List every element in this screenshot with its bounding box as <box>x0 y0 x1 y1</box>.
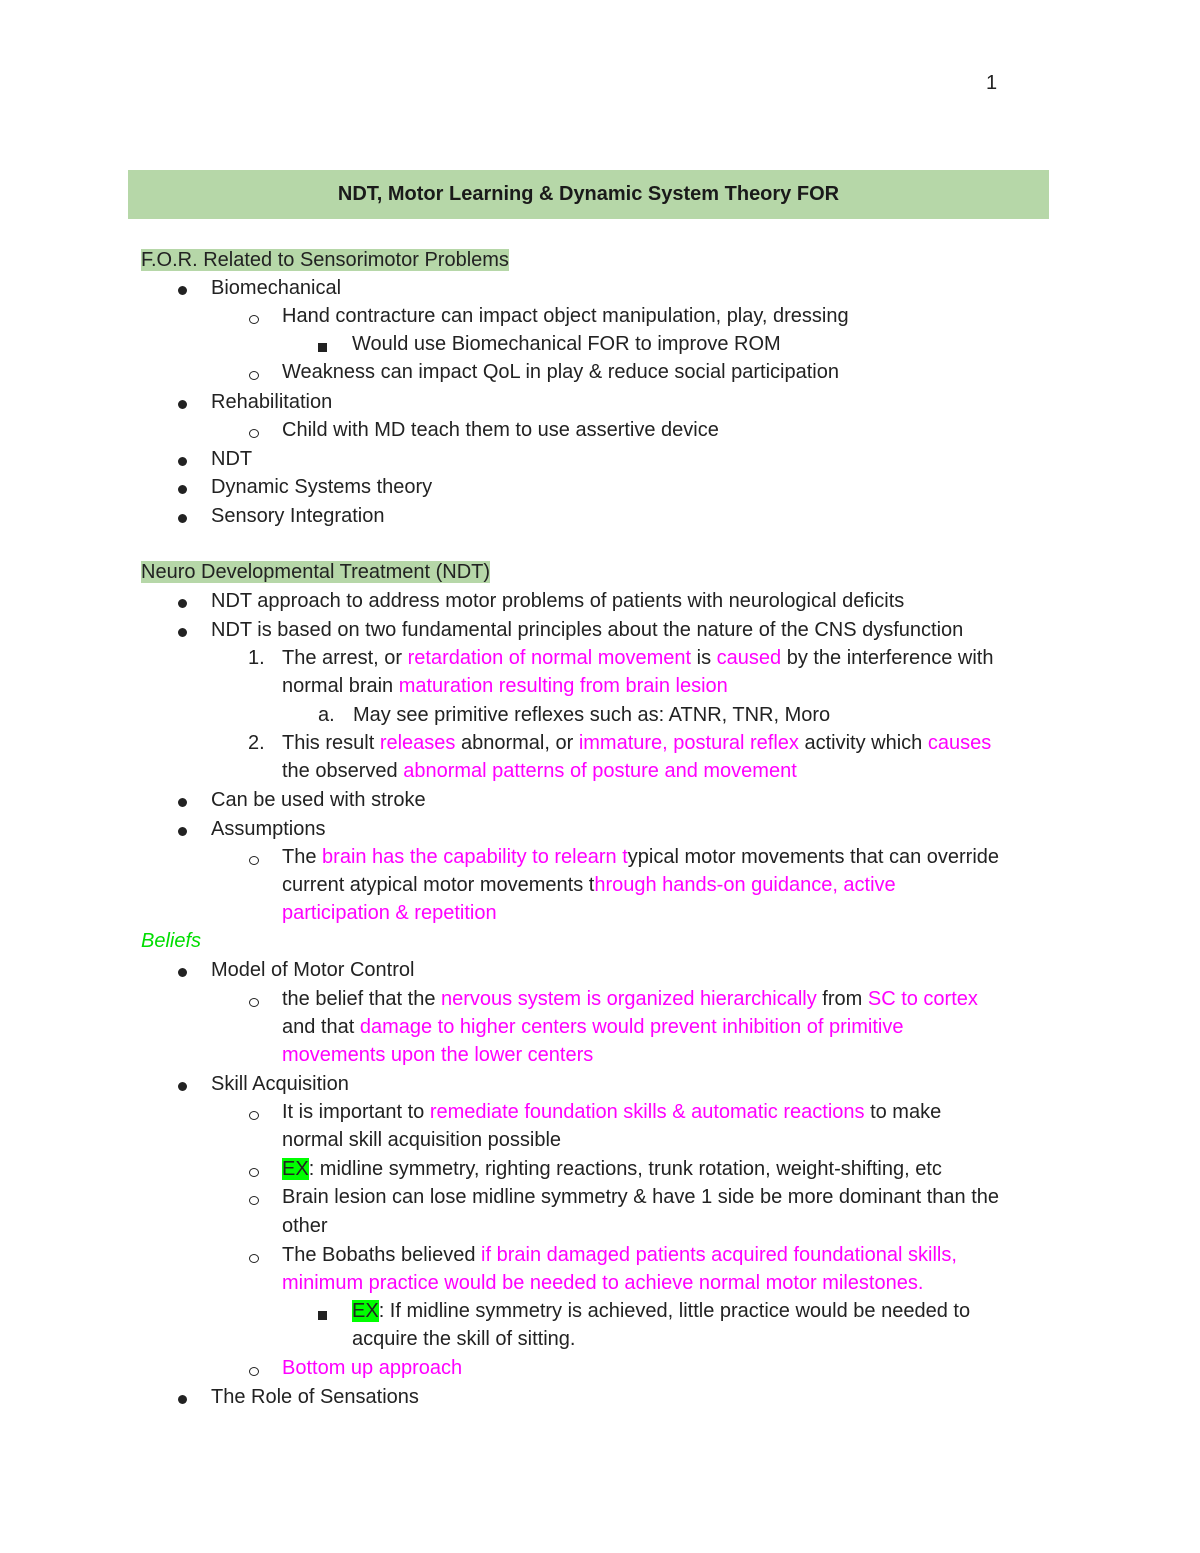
list-item: It is important to remediate foundation skills & automatic reactions to make <box>282 1101 942 1123</box>
list-item: EX: If midline symmetry is achieved, little practice would be needed to <box>352 1300 971 1322</box>
ex-highlight: EX <box>282 1158 309 1180</box>
heading-text: Neuro Developmental Treatment (NDT) <box>141 561 491 583</box>
list-item: Brain lesion can lose midline symmetry & have 1 side be more dominant than the <box>282 1186 1000 1208</box>
bullet-icon <box>178 286 187 295</box>
list-item: Rehabilitation <box>211 391 333 413</box>
circle-bullet-icon <box>249 315 259 324</box>
list-item: Dynamic Systems theory <box>211 476 433 498</box>
list-item: This result releases abnormal, or immature, postural reflex activity which causes <box>282 732 992 754</box>
circle-bullet-icon <box>249 1196 259 1205</box>
list-item: Assumptions <box>211 818 326 840</box>
list-item: Bottom up approach <box>282 1357 463 1379</box>
square-bullet-icon <box>318 1311 327 1320</box>
bullet-icon <box>178 514 187 523</box>
section-heading-ndt <box>141 558 490 586</box>
circle-bullet-icon <box>249 1168 259 1177</box>
list-item-cont: other <box>282 1215 328 1237</box>
beliefs-label: Beliefs <box>141 930 202 952</box>
square-bullet-icon <box>318 343 327 352</box>
number-marker: 2. <box>248 732 265 754</box>
list-item: NDT is based on two fundamental principles about the nature of the CNS dysfunction <box>211 619 964 641</box>
letter-marker: a. <box>318 704 335 726</box>
list-item: NDT approach to address motor problems of patients with neurological deficits <box>211 590 905 612</box>
list-item: Biomechanical <box>211 277 342 299</box>
list-item-cont: movements upon the lower centers <box>282 1044 594 1066</box>
list-item: Child with MD teach them to use assertive device <box>282 419 719 441</box>
list-item: Skill Acquisition <box>211 1073 349 1095</box>
bullet-icon <box>178 827 187 836</box>
list-item-cont: participation & repetition <box>282 902 497 924</box>
list-item-cont: normal brain maturation resulting from brain lesion <box>282 675 728 697</box>
list-item: Model of Motor Control <box>211 959 415 981</box>
bullet-icon <box>178 599 187 608</box>
bullet-icon <box>178 1082 187 1091</box>
list-item: NDT <box>211 448 253 470</box>
list-item: The Role of Sensations <box>211 1386 419 1408</box>
list-item: the belief that the nervous system is organized hierarchically from SC to cortex <box>282 988 978 1010</box>
circle-bullet-icon <box>249 856 259 865</box>
list-item: EX: midline symmetry, righting reactions, trunk rotation, weight-shifting, etc <box>282 1158 942 1180</box>
ex-highlight: EX <box>352 1300 379 1322</box>
list-item: May see primitive reflexes such as: ATNR, TNR, Moro <box>353 704 831 726</box>
list-item: Would use Biomechanical FOR to improve ROM <box>352 333 781 355</box>
list-item-cont: acquire the skill of sitting. <box>352 1328 576 1350</box>
heading-text: F.O.R. Related to Sensorimotor Problems <box>141 249 509 271</box>
list-item-cont: the observed abnormal patterns of posture and movement <box>282 760 797 782</box>
list-item: The Bobaths believed if brain damaged patients acquired foundational skills, <box>282 1244 957 1266</box>
circle-bullet-icon <box>249 429 259 438</box>
list-item-cont: and that damage to higher centers would prevent inhibition of primitive <box>282 1016 904 1038</box>
document-title <box>128 170 1049 219</box>
list-item-cont: normal skill acquisition possible <box>282 1129 562 1151</box>
bullet-icon <box>178 457 187 466</box>
circle-bullet-icon <box>249 1254 259 1263</box>
bullet-icon <box>178 400 187 409</box>
list-item: Hand contracture can impact object manipulation, play, dressing <box>282 305 849 327</box>
title-text: NDT, Motor Learning & Dynamic System Theory FOR <box>337 183 840 205</box>
bullet-icon <box>178 1395 187 1404</box>
circle-bullet-icon <box>249 1367 259 1376</box>
bullet-icon <box>178 485 187 494</box>
list-item: Sensory Integration <box>211 505 385 527</box>
list-item: Weakness can impact QoL in play & reduce social participation <box>282 361 839 383</box>
list-item: The brain has the capability to relearn typical motor movements that can override <box>282 846 1000 868</box>
circle-bullet-icon <box>249 371 259 380</box>
bullet-icon <box>178 798 187 807</box>
page-number: 1 <box>986 72 998 94</box>
section-heading-for <box>141 246 509 274</box>
list-item: Can be used with stroke <box>211 789 426 811</box>
number-marker: 1. <box>248 647 265 669</box>
list-item: The arrest, or retardation of normal movement is caused by the interference with <box>282 647 994 669</box>
bullet-icon <box>178 628 187 637</box>
circle-bullet-icon <box>249 998 259 1007</box>
circle-bullet-icon <box>249 1111 259 1120</box>
bullet-icon <box>178 968 187 977</box>
list-item-cont: minimum practice would be needed to achieve normal motor milestones. <box>282 1272 924 1294</box>
list-item-cont: current atypical motor movements through hands-on guidance, active <box>282 874 896 896</box>
